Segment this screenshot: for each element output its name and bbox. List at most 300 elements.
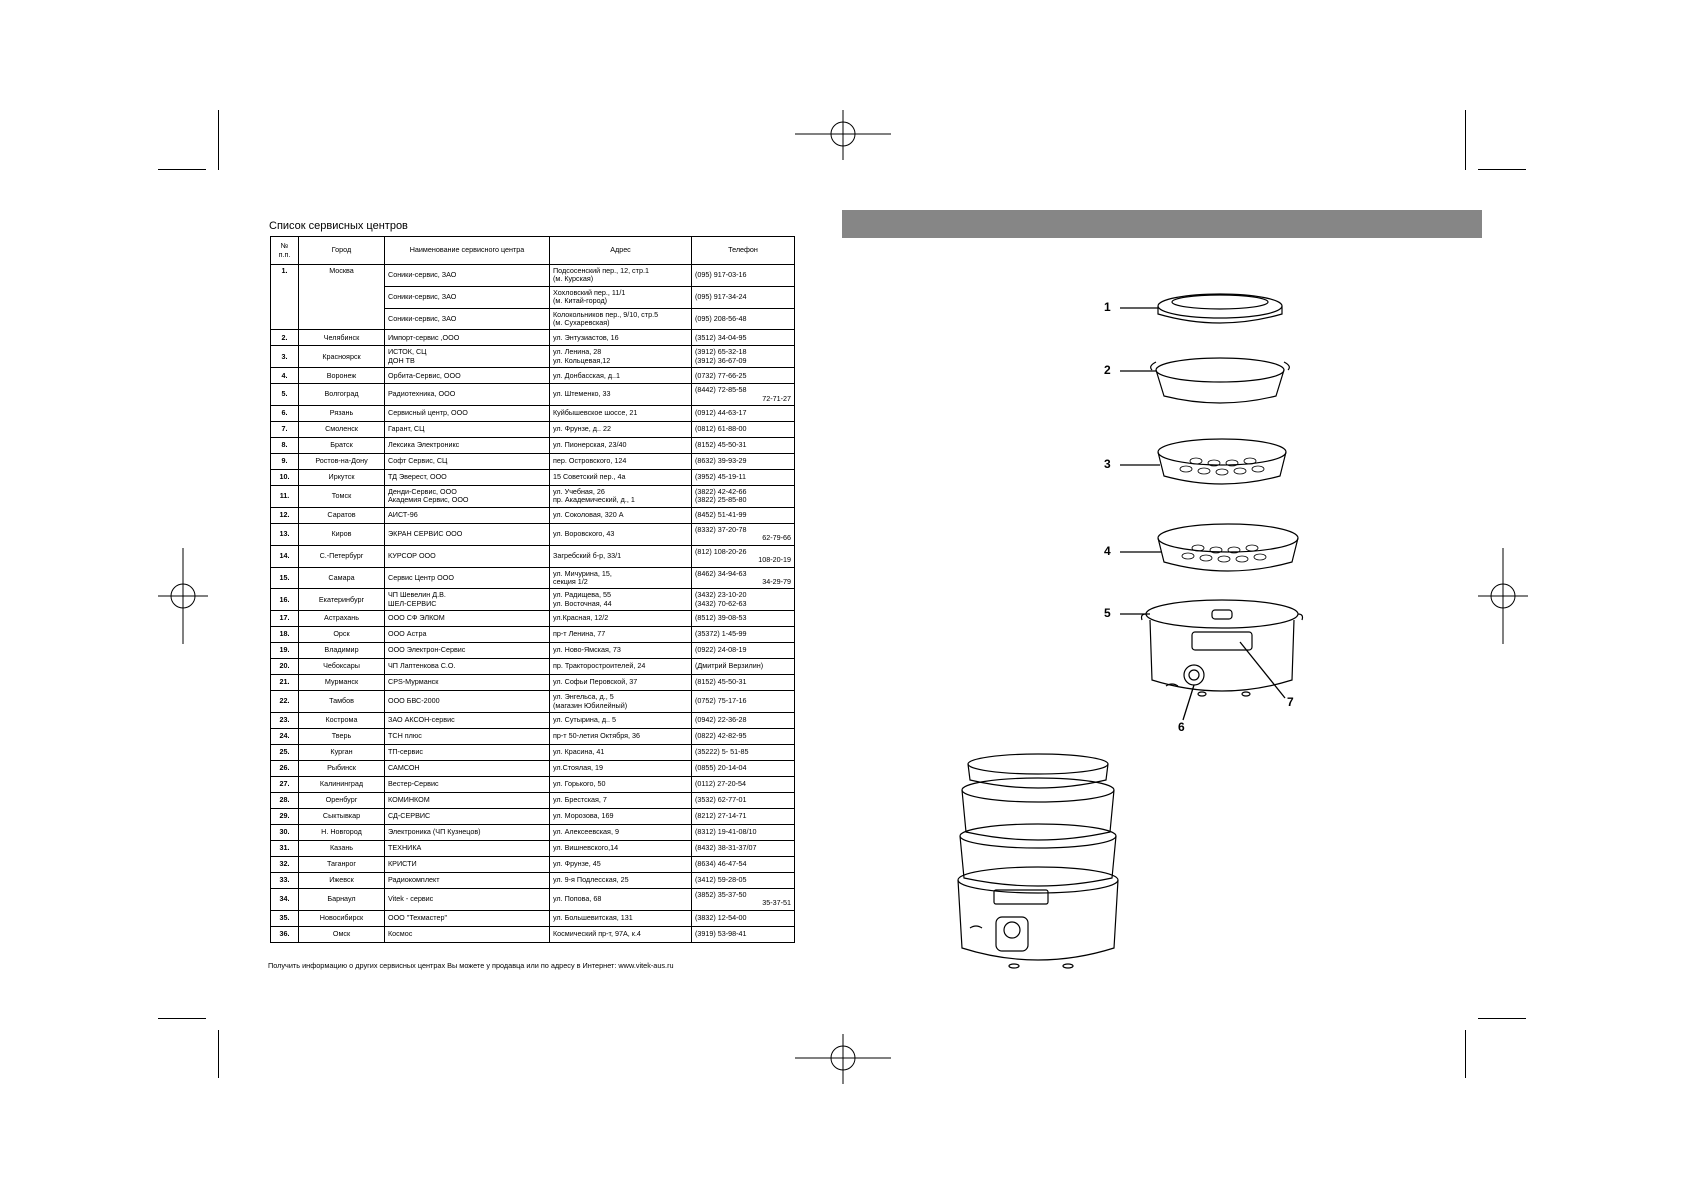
cell-phone bbox=[692, 567, 795, 589]
phone-line: (3952) 45-19-11 bbox=[695, 472, 747, 482]
cell-service-name bbox=[385, 910, 550, 926]
phone-line: (0822) 42-82-95 bbox=[695, 731, 747, 741]
header-phone: Телефон bbox=[692, 237, 795, 265]
address-line: ул. Воровского, 43 bbox=[553, 529, 615, 539]
cell-address bbox=[550, 840, 692, 856]
table-row bbox=[271, 643, 795, 659]
cell-num: 7. bbox=[271, 422, 299, 438]
cell-service-name bbox=[385, 659, 550, 675]
cell-phone bbox=[692, 486, 795, 508]
phone-line: (3912) 65-32-18 bbox=[695, 347, 747, 357]
address-line: ул. Фрунзе, 45 bbox=[553, 859, 601, 869]
cell-address bbox=[550, 888, 692, 910]
cell-phone bbox=[692, 872, 795, 888]
cell-service-name bbox=[385, 454, 550, 470]
cell-service-name bbox=[385, 808, 550, 824]
service-name-line: ТСН плюс bbox=[388, 731, 422, 741]
cell-phone bbox=[692, 792, 795, 808]
service-name-line: ЭКРАН СЕРВИС ООО bbox=[388, 529, 463, 539]
address-line: ул.Стоялая, 19 bbox=[553, 763, 603, 773]
phone-line: (812) 108-20-26 bbox=[695, 546, 747, 556]
crop-mark bbox=[1478, 1018, 1526, 1019]
table-row bbox=[271, 470, 795, 486]
phone-line: 108-20-19 bbox=[758, 555, 791, 565]
cell-num: 33. bbox=[271, 872, 299, 888]
cell-city: Калининград bbox=[299, 776, 385, 792]
table-row bbox=[271, 840, 795, 856]
header-num bbox=[271, 237, 299, 265]
cell-service-name bbox=[385, 611, 550, 627]
crop-mark bbox=[158, 169, 206, 170]
address-line: (м. Курская) bbox=[553, 274, 594, 284]
cell-city: Рязань bbox=[299, 406, 385, 422]
cell-service-name bbox=[385, 330, 550, 346]
address-line: ул. Большевитская, 131 bbox=[553, 913, 633, 923]
cell-city: Курган bbox=[299, 744, 385, 760]
service-name-line: ТЕХНИКА bbox=[388, 843, 422, 853]
cell-address bbox=[550, 872, 692, 888]
address-line: ул. Донбасская, д..1 bbox=[553, 370, 621, 380]
address-line: ул. Софьи Перовской, 37 bbox=[553, 677, 638, 687]
address-line: Загребский б-р, 33/1 bbox=[553, 550, 622, 560]
header-city: Город bbox=[299, 237, 385, 265]
cell-phone bbox=[692, 691, 795, 713]
part-label-1: 1 bbox=[1104, 300, 1111, 314]
table-row bbox=[271, 712, 795, 728]
address-line: (магазин Юбилейный) bbox=[553, 700, 628, 710]
phone-line: (8152) 45-50-31 bbox=[695, 677, 747, 687]
cell-city: Орск bbox=[299, 627, 385, 643]
address-line: ул. Красина, 41 bbox=[553, 747, 605, 757]
cell-num: 8. bbox=[271, 438, 299, 454]
phone-line: (Дмитрий Верзилин) bbox=[695, 661, 764, 671]
cell-service-name bbox=[385, 406, 550, 422]
cell-service-name bbox=[385, 675, 550, 691]
cell-phone bbox=[692, 523, 795, 545]
cell-num: 5. bbox=[271, 384, 299, 406]
cell-service-name bbox=[385, 265, 550, 287]
address-line: пр-т 50-летия Октября, 36 bbox=[553, 731, 641, 741]
address-line: ул. Учебная, 26 bbox=[553, 487, 605, 497]
cell-phone bbox=[692, 712, 795, 728]
table-row bbox=[271, 422, 795, 438]
cell-num: 34. bbox=[271, 888, 299, 910]
service-name-line: ШЕЛ-СЕРВИС bbox=[388, 598, 437, 608]
table-row bbox=[271, 760, 795, 776]
phone-line: (8462) 34-94-63 bbox=[695, 568, 747, 578]
cell-num: 20. bbox=[271, 659, 299, 675]
phone-line: (8212) 27-14-71 bbox=[695, 811, 747, 821]
header-num-line: п.п. bbox=[278, 249, 291, 259]
cell-address bbox=[550, 265, 692, 287]
cell-num: 3. bbox=[271, 346, 299, 368]
cell-service-name bbox=[385, 422, 550, 438]
table-row bbox=[271, 691, 795, 713]
cell-city: Саратов bbox=[299, 507, 385, 523]
cell-num: 32. bbox=[271, 856, 299, 872]
cell-city: Новосибирск bbox=[299, 910, 385, 926]
address-line: ул. Восточная, 44 bbox=[553, 598, 612, 608]
table-row bbox=[271, 486, 795, 508]
cell-address bbox=[550, 330, 692, 346]
crop-mark bbox=[1465, 110, 1466, 170]
service-name-line: Радиокомплект bbox=[388, 875, 440, 885]
service-name-line: Космос bbox=[388, 929, 413, 939]
cell-num: 17. bbox=[271, 611, 299, 627]
cell-city: Кострома bbox=[299, 712, 385, 728]
crop-mark bbox=[218, 110, 219, 170]
cell-city: Тамбов bbox=[299, 691, 385, 713]
service-name-line: КОМИНКОМ bbox=[388, 795, 430, 805]
cell-address bbox=[550, 611, 692, 627]
cell-num: 18. bbox=[271, 627, 299, 643]
address-line: ул.Красная, 12/2 bbox=[553, 613, 609, 623]
service-name-line: ООО Астра bbox=[388, 629, 427, 639]
cell-address bbox=[550, 589, 692, 611]
cell-city: С.-Петербург bbox=[299, 545, 385, 567]
cell-address bbox=[550, 438, 692, 454]
cell-address bbox=[550, 507, 692, 523]
cell-num: 22. bbox=[271, 691, 299, 713]
cell-phone bbox=[692, 643, 795, 659]
cell-service-name bbox=[385, 286, 550, 308]
cell-service-name bbox=[385, 872, 550, 888]
address-line: ул. Пионерская, 23/40 bbox=[553, 440, 627, 450]
cell-num: 16. bbox=[271, 589, 299, 611]
cell-num: 12. bbox=[271, 507, 299, 523]
footer-note: Получить информацию о других сервисных центрах Вы можете у продавца или по адресу в Интернет: www.vitek-aus.ru bbox=[268, 961, 674, 970]
cell-address bbox=[550, 368, 692, 384]
part-label-7: 7 bbox=[1287, 695, 1294, 709]
part-lid bbox=[1158, 294, 1282, 323]
table-row bbox=[271, 454, 795, 470]
cell-phone bbox=[692, 776, 795, 792]
cell-address bbox=[550, 776, 692, 792]
cell-num: 1. bbox=[271, 265, 299, 330]
service-name-line: CPS-Мурманск bbox=[388, 677, 439, 687]
cell-phone bbox=[692, 824, 795, 840]
table-row bbox=[271, 675, 795, 691]
cell-address bbox=[550, 470, 692, 486]
cell-num: 9. bbox=[271, 454, 299, 470]
cell-num: 35. bbox=[271, 910, 299, 926]
phone-line: (0912) 44-63-17 bbox=[695, 408, 747, 418]
cell-address bbox=[550, 760, 692, 776]
cell-service-name bbox=[385, 486, 550, 508]
service-name-line: Радиотехника, ООО bbox=[388, 389, 456, 399]
phone-line: (3822) 25-85-80 bbox=[695, 495, 747, 505]
service-name-line: Гарант, СЦ bbox=[388, 424, 425, 434]
cell-city: Красноярск bbox=[299, 346, 385, 368]
cell-service-name bbox=[385, 368, 550, 384]
cell-city: Киров bbox=[299, 523, 385, 545]
cell-phone bbox=[692, 760, 795, 776]
cell-address bbox=[550, 286, 692, 308]
cell-address bbox=[550, 728, 692, 744]
cell-num: 21. bbox=[271, 675, 299, 691]
cell-service-name bbox=[385, 792, 550, 808]
cell-service-name bbox=[385, 691, 550, 713]
table-row bbox=[271, 728, 795, 744]
cell-city: Рыбинск bbox=[299, 760, 385, 776]
address-line: Подсосенский пер., 12, стр.1 bbox=[553, 266, 649, 275]
part-label-6: 6 bbox=[1178, 720, 1185, 734]
phone-line: 34-29-79 bbox=[762, 576, 791, 586]
phone-line: (35372) 1-45-99 bbox=[695, 629, 747, 639]
service-name-line: Софт Сервис, СЦ bbox=[388, 456, 448, 466]
crop-mark bbox=[158, 1018, 206, 1019]
address-line: ул. Брестская, 7 bbox=[553, 795, 607, 805]
table-row bbox=[271, 808, 795, 824]
table-row bbox=[271, 523, 795, 545]
service-name-line: ТП-сервис bbox=[388, 747, 423, 757]
phone-line: (3432) 23-10-20 bbox=[695, 590, 747, 600]
table-row bbox=[271, 910, 795, 926]
cell-city: Москва bbox=[299, 265, 385, 330]
table-row bbox=[271, 872, 795, 888]
address-line: (м. Сухаревская) bbox=[553, 318, 610, 328]
address-line: секция 1/2 bbox=[553, 576, 588, 586]
table-body bbox=[271, 265, 795, 943]
cell-service-name bbox=[385, 589, 550, 611]
cell-city: Ижевск bbox=[299, 872, 385, 888]
cell-address bbox=[550, 856, 692, 872]
cell-service-name bbox=[385, 856, 550, 872]
phone-line: (3852) 35-37-50 bbox=[695, 889, 747, 899]
cell-num: 29. bbox=[271, 808, 299, 824]
cell-phone bbox=[692, 507, 795, 523]
cell-city: Владимир bbox=[299, 643, 385, 659]
registration-mark-right bbox=[1478, 548, 1528, 644]
phone-line: (35222) 5- 51-85 bbox=[695, 747, 749, 757]
phone-line: (0922) 24-08-19 bbox=[695, 645, 747, 655]
cell-address bbox=[550, 712, 692, 728]
cell-address bbox=[550, 744, 692, 760]
cell-num: 28. bbox=[271, 792, 299, 808]
cell-address bbox=[550, 627, 692, 643]
service-name-line: Электроника (ЧП Кузнецов) bbox=[388, 827, 481, 837]
address-line: Хохловский пер., 11/1 bbox=[553, 287, 626, 297]
part-label-3: 3 bbox=[1104, 457, 1111, 471]
service-name-line: ЧП Лаптенкова С.О. bbox=[388, 661, 456, 671]
service-list-title: Список сервисных центров bbox=[269, 220, 408, 232]
phone-line: (0855) 20-14-04 bbox=[695, 763, 747, 773]
service-name-line: Соники-сервис, ЗАО bbox=[388, 313, 457, 323]
address-line: ул. Морозова, 169 bbox=[553, 811, 614, 821]
address-line: ул. Энтузиастов, 16 bbox=[553, 332, 619, 342]
crop-mark bbox=[1465, 1030, 1466, 1078]
table-row bbox=[271, 368, 795, 384]
cell-city: Ростов-на-Дону bbox=[299, 454, 385, 470]
phone-line: (3919) 53-98-41 bbox=[695, 929, 747, 939]
cell-city: Барнаул bbox=[299, 888, 385, 910]
cell-phone bbox=[692, 368, 795, 384]
service-name-line: ООО БВС-2000 bbox=[388, 696, 440, 706]
cell-phone bbox=[692, 744, 795, 760]
cell-phone bbox=[692, 926, 795, 942]
service-name-line: ООО СФ ЭЛКОМ bbox=[388, 613, 445, 623]
cell-num: 27. bbox=[271, 776, 299, 792]
service-name-line: Денди-Сервис, ООО bbox=[388, 487, 457, 497]
cell-phone bbox=[692, 728, 795, 744]
address-line: ул. Сутырина, д.. 5 bbox=[553, 715, 617, 725]
phone-line: 62-79-66 bbox=[762, 533, 791, 543]
table-row bbox=[271, 627, 795, 643]
cell-service-name bbox=[385, 776, 550, 792]
cell-address bbox=[550, 406, 692, 422]
address-line: 15 Советский пер., 4а bbox=[553, 472, 626, 482]
address-line: (м. Китай-город) bbox=[553, 296, 608, 306]
phone-line: 72-71-27 bbox=[762, 393, 791, 403]
phone-line: (8452) 51-41-99 bbox=[695, 510, 747, 520]
phone-line: 35-37-51 bbox=[762, 898, 791, 908]
cell-address bbox=[550, 691, 692, 713]
cell-city: Казань bbox=[299, 840, 385, 856]
table-row bbox=[271, 545, 795, 567]
phone-line: (095) 917-03-16 bbox=[695, 270, 747, 280]
cell-num: 10. bbox=[271, 470, 299, 486]
address-line: ул. Мичурина, 15, bbox=[553, 568, 612, 578]
phone-line: (0732) 77-66-25 bbox=[695, 370, 747, 380]
service-name-line: Vitek - сервис bbox=[388, 894, 434, 904]
table-row bbox=[271, 856, 795, 872]
cell-city: Таганрог bbox=[299, 856, 385, 872]
service-name-line: Сервис Центр ООО bbox=[388, 572, 454, 582]
cell-phone bbox=[692, 808, 795, 824]
table-row bbox=[271, 507, 795, 523]
service-name-line: САМСОН bbox=[388, 763, 420, 773]
cell-phone bbox=[692, 422, 795, 438]
cell-city: Волгоград bbox=[299, 384, 385, 406]
service-name-line: Вестер-Сервис bbox=[388, 779, 439, 789]
phone-line: (8432) 38-31-37/07 bbox=[695, 843, 757, 853]
phone-line: (095) 208-56-48 bbox=[695, 313, 747, 323]
cell-num: 30. bbox=[271, 824, 299, 840]
cell-city: Оренбург bbox=[299, 792, 385, 808]
cell-city: Самара bbox=[299, 567, 385, 589]
address-line: ул. Вишневского,14 bbox=[553, 843, 619, 853]
address-line: Космический пр-т, 97А, к.4 bbox=[553, 929, 641, 939]
header-name: Наименование сервисного центра bbox=[385, 237, 550, 265]
cell-city: Омск bbox=[299, 926, 385, 942]
cell-phone bbox=[692, 888, 795, 910]
cell-num: 15. bbox=[271, 567, 299, 589]
part-rice-bowl bbox=[1151, 358, 1290, 403]
table-row bbox=[271, 346, 795, 368]
table-row bbox=[271, 659, 795, 675]
phone-line: (8312) 19-41-08/10 bbox=[695, 827, 757, 837]
phone-line: (0112) 27-20-54 bbox=[695, 779, 747, 789]
service-centers-table bbox=[270, 236, 795, 943]
address-line: ул. Энгельса, д., 5 bbox=[553, 692, 614, 702]
cell-city: Екатеринбург bbox=[299, 589, 385, 611]
table-row bbox=[271, 384, 795, 406]
cell-num: 19. bbox=[271, 643, 299, 659]
phone-line: (8442) 72-85-58 bbox=[695, 385, 747, 395]
address-line: Колокольников пер., 9/10, стр.5 bbox=[553, 309, 659, 319]
cell-num: 25. bbox=[271, 744, 299, 760]
cell-city: Воронеж bbox=[299, 368, 385, 384]
cell-phone bbox=[692, 856, 795, 872]
address-line: ул. 9-я Подлесская, 25 bbox=[553, 875, 629, 885]
cell-city: Иркутск bbox=[299, 470, 385, 486]
cell-phone bbox=[692, 265, 795, 287]
service-name-line: Академия Сервис, ООО bbox=[388, 495, 469, 505]
address-line: ул. Ленина, 28 bbox=[553, 347, 602, 357]
cell-service-name bbox=[385, 840, 550, 856]
cell-service-name bbox=[385, 760, 550, 776]
cell-num: 2. bbox=[271, 330, 299, 346]
cell-phone bbox=[692, 406, 795, 422]
cell-service-name bbox=[385, 712, 550, 728]
cell-city: Челябинск bbox=[299, 330, 385, 346]
cell-city: Сыктывкар bbox=[299, 808, 385, 824]
part-label-4: 4 bbox=[1104, 544, 1111, 558]
address-line: ул. Горького, 50 bbox=[553, 779, 606, 789]
cell-phone bbox=[692, 346, 795, 368]
cell-phone bbox=[692, 384, 795, 406]
cell-service-name bbox=[385, 507, 550, 523]
address-line: ул. Радищева, 55 bbox=[553, 590, 611, 600]
service-name-line: АИСТ-96 bbox=[388, 510, 418, 520]
cell-num: 4. bbox=[271, 368, 299, 384]
cell-num: 31. bbox=[271, 840, 299, 856]
cell-address bbox=[550, 659, 692, 675]
cell-service-name bbox=[385, 438, 550, 454]
table-row bbox=[271, 776, 795, 792]
cell-phone bbox=[692, 675, 795, 691]
address-line: пер. Островского, 124 bbox=[553, 456, 627, 466]
phone-line: (8634) 46-47-54 bbox=[695, 859, 747, 869]
cell-service-name bbox=[385, 523, 550, 545]
cell-service-name bbox=[385, 728, 550, 744]
cell-service-name bbox=[385, 824, 550, 840]
table-row bbox=[271, 792, 795, 808]
address-line: пр-т Ленина, 77 bbox=[553, 629, 606, 639]
header-band bbox=[842, 210, 1482, 238]
cell-address bbox=[550, 486, 692, 508]
cell-num: 36. bbox=[271, 926, 299, 942]
cell-address bbox=[550, 808, 692, 824]
cell-num: 24. bbox=[271, 728, 299, 744]
cell-service-name bbox=[385, 926, 550, 942]
part-steam-bowl-upper bbox=[1158, 439, 1286, 484]
phone-line: (3512) 34-04-95 bbox=[695, 332, 747, 342]
address-line: Куйбышевское шоссе, 21 bbox=[553, 408, 638, 418]
table-row bbox=[271, 330, 795, 346]
address-line: пр. Тракторостроителей, 24 bbox=[553, 661, 646, 671]
service-name-line: ООО Электрон-Сервис bbox=[388, 645, 466, 655]
cell-num: 13. bbox=[271, 523, 299, 545]
cell-service-name bbox=[385, 470, 550, 486]
cell-address bbox=[550, 454, 692, 470]
cell-service-name bbox=[385, 567, 550, 589]
service-name-line: Соники-сервис, ЗАО bbox=[388, 270, 457, 280]
cell-service-name bbox=[385, 627, 550, 643]
address-line: ул. Соколовая, 320 А bbox=[553, 510, 624, 520]
cell-address bbox=[550, 910, 692, 926]
table-row bbox=[271, 926, 795, 942]
phone-line: (3412) 59-28-05 bbox=[695, 875, 747, 885]
cell-address bbox=[550, 643, 692, 659]
phone-line: (0752) 75-17-16 bbox=[695, 696, 747, 706]
service-name-line: Лексика Электроникс bbox=[388, 440, 460, 450]
cell-address bbox=[550, 824, 692, 840]
phone-line: (095) 917-34-24 bbox=[695, 292, 747, 302]
header-num-line: № bbox=[280, 241, 289, 251]
cell-phone bbox=[692, 454, 795, 470]
part-label-5: 5 bbox=[1104, 606, 1111, 620]
